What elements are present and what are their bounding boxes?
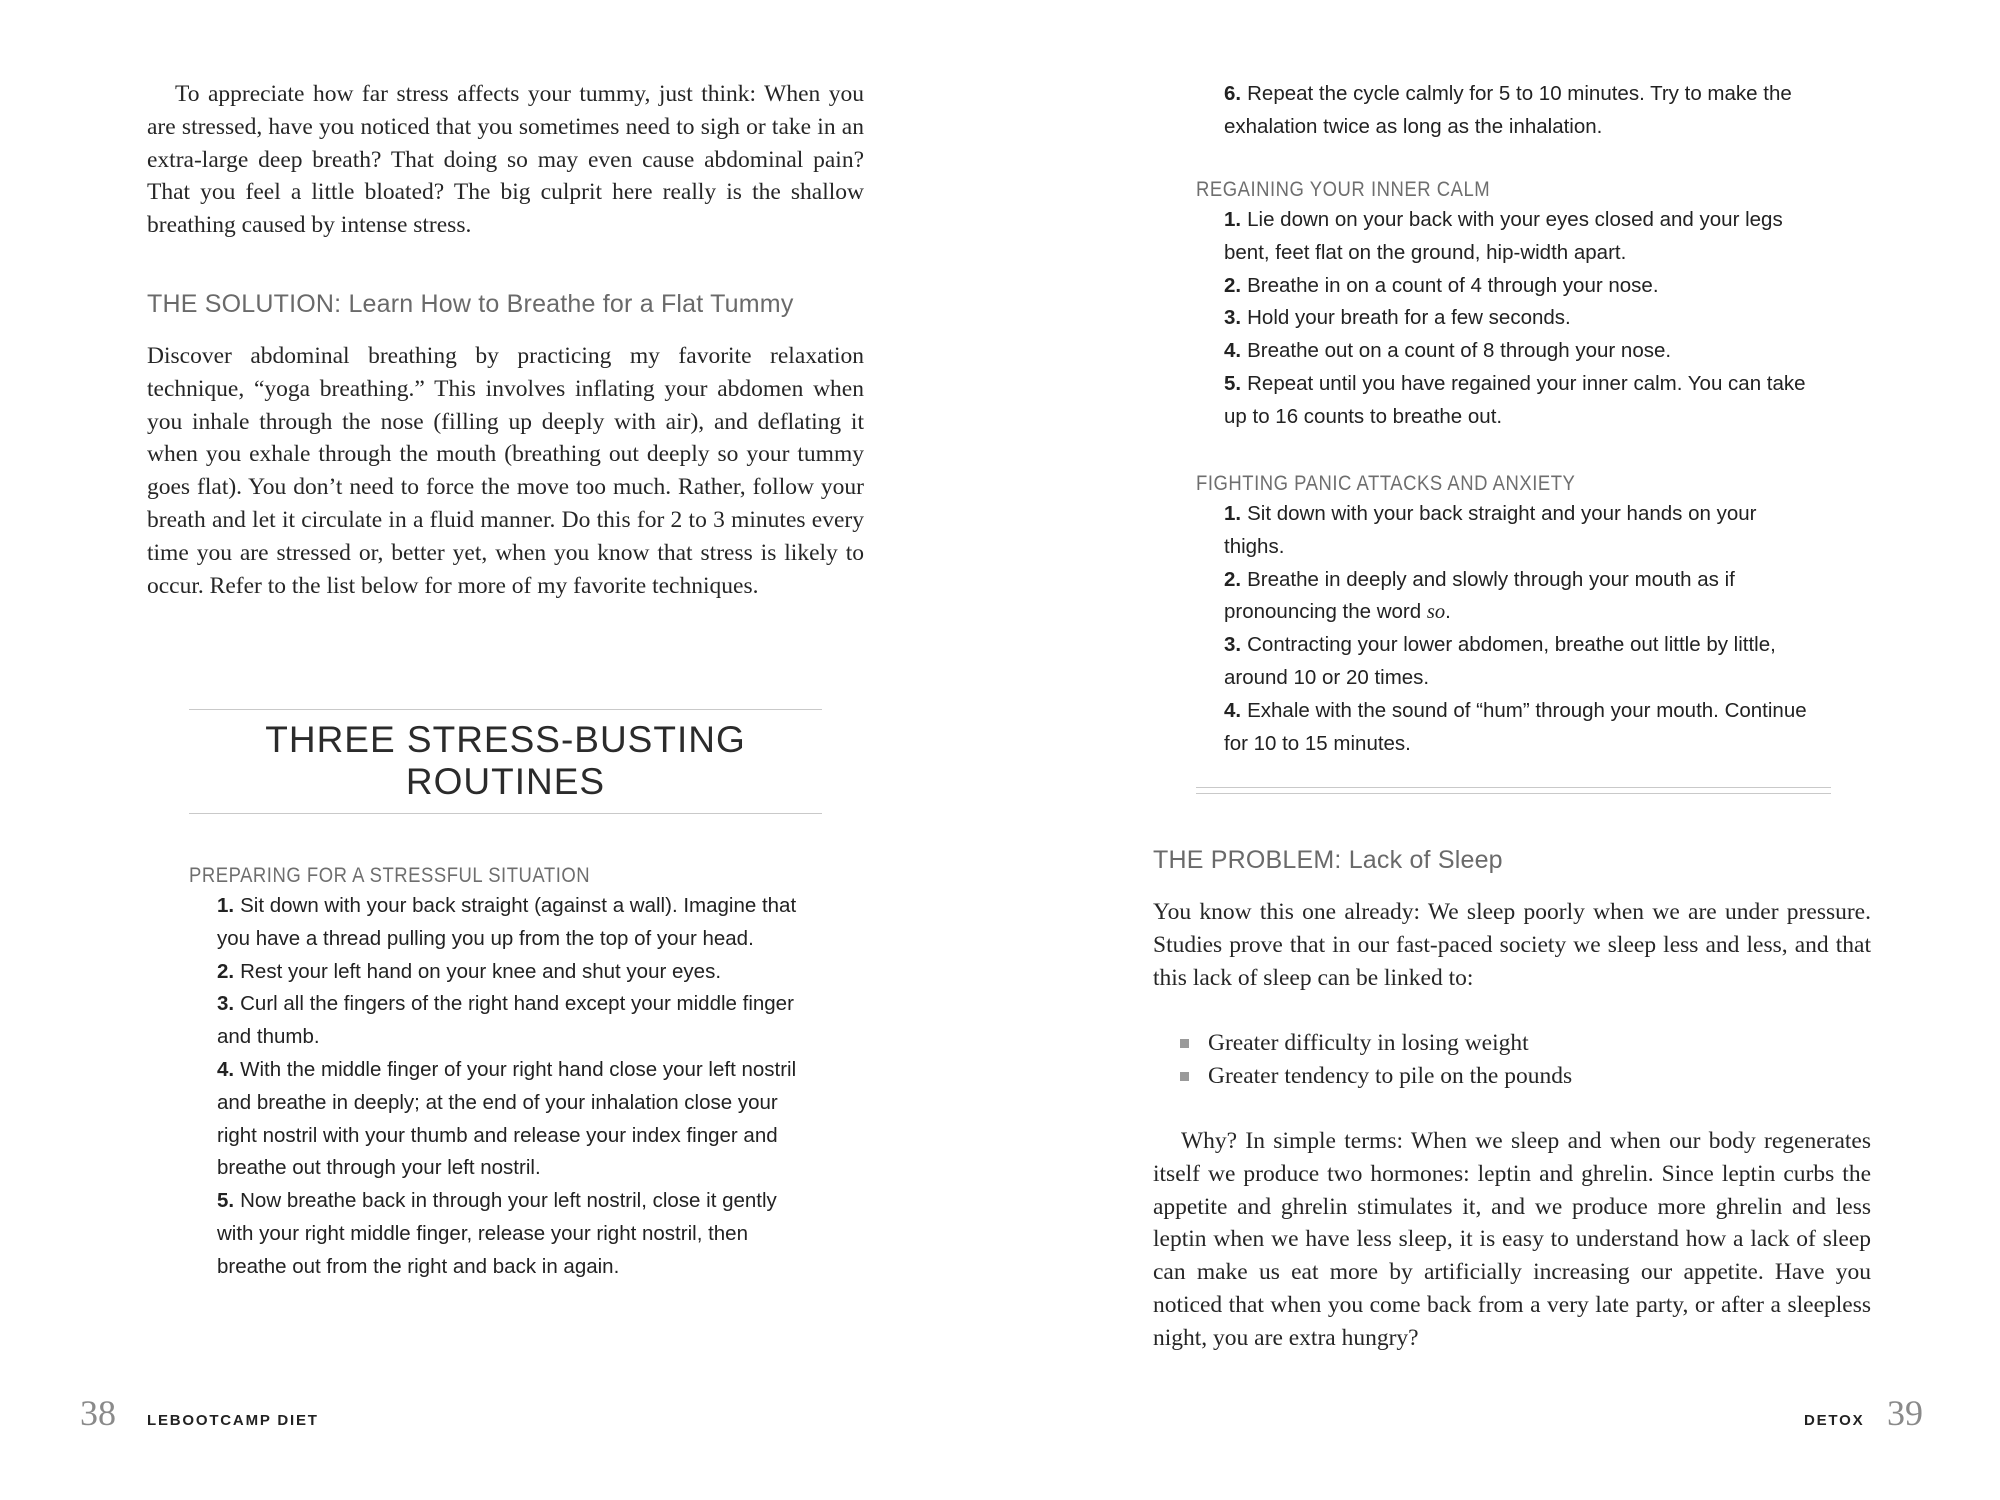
- step-text: With the middle finger of your right hand close your left nostril and breathe in deeply; at the end of your inhalation close your right nostril with your thumb and release your index finger and breathe out through your left nostril.: [217, 1057, 797, 1180]
- box-end-rule-2: [1196, 793, 1831, 794]
- step-item: [1224, 498, 1809, 564]
- step-item: [1224, 695, 1809, 761]
- step-item: [217, 1185, 797, 1283]
- step-number: 1.: [1224, 208, 1242, 231]
- box-title-line-2: ROUTINES: [405, 761, 606, 802]
- step-item: [217, 988, 797, 1054]
- problem-heading-text: Lack of Sleep: [1341, 846, 1503, 874]
- bullet-square-icon: [1180, 1072, 1189, 1081]
- step-text: Now breathe back in through your left nostril, close it gently with your right middle finger, release your right nostril, then breathe out from the right and back in again.: [217, 1189, 777, 1278]
- step-text: Hold your breath for a few seconds.: [1247, 306, 1571, 330]
- step-number: 1.: [1224, 502, 1242, 525]
- step-text: Sit down with your back straight and your hands on your thighs.: [1224, 502, 1757, 558]
- step-item: [217, 1054, 797, 1185]
- step-text: Contracting your lower abdomen, breathe out little by little, around 10 or 20 times.: [1224, 633, 1776, 689]
- step-item: [1224, 368, 1809, 434]
- box-title-line-1: THREE STRESS-BUSTING: [265, 719, 746, 760]
- bullet-text: Greater tendency to pile on the pounds: [1208, 1062, 1573, 1089]
- box-top-rule: [189, 709, 822, 710]
- step-number: 3.: [1224, 633, 1242, 657]
- solution-paragraph: Discover abdominal breathing by practicing my favorite relaxation technique, “yoga breathing.” This involves inflating your abdomen when you inhale through the nose (filling up deeply with air), and deflating it when you exhale through the mouth (breathing out deeply so your tummy goes flat). You don’t need to force the move too much. Rather, follow your breath and let it circulate in a fluid manner. Do this for 2 to 3 minutes every time you are stressed or, better yet, when you know that stress is likely to occur. Refer to the list below for more of my favorite techniques.: [147, 343, 864, 599]
- running-head-left: LEBOOTCAMP DIET: [147, 1412, 319, 1429]
- solution-heading-text: Learn How to Breathe for a Flat Tummy: [341, 290, 794, 318]
- step-text: Sit down with your back straight (against a wall). Imagine that you have a thread pulling you up from the top of your head.: [217, 894, 797, 950]
- routine-3: [1196, 472, 1816, 760]
- page-number-right: 39: [1887, 1393, 1923, 1433]
- routine-1: [189, 864, 809, 1284]
- box-end-rule-1: [1196, 787, 1831, 788]
- step-number: 4.: [217, 1057, 235, 1081]
- step-text: Exhale with the sound of “hum” through your mouth. Continue for 10 to 15 minutes.: [1224, 698, 1807, 755]
- problem-heading-prefix: THE PROBLEM:: [1153, 846, 1342, 874]
- routine-2-title: REGAINING YOUR INNER CALM: [1196, 178, 1491, 201]
- step-text: Breathe in deeply and slowly through your mouth as if pronouncing the word: [1224, 567, 1735, 624]
- step-text: Breathe in on a count of 4 through your nose.: [1247, 273, 1659, 297]
- step-item: [1224, 78, 1804, 144]
- box-title: [189, 719, 822, 803]
- right-page: [1000, 0, 2000, 1500]
- step-item: [1224, 270, 1809, 303]
- why-paragraph: Why? In simple terms: When we sleep and when our body regenerates itself we produce two hormones: leptin and ghrelin. Since leptin curbs the appetite and ghrelin stimulates it, and we produce more ghrelin and less leptin when we have less sleep, it is easy to understand how a lack of sleep can make us eat more by artificially increasing our appetite. Have you noticed that when you come back from a very late party, or after a sleepless night, you are extra hungry?: [1153, 1128, 1871, 1351]
- routine-1-title: PREPARING FOR A STRESSFUL SITUATION: [189, 864, 591, 887]
- step-text: Repeat until you have regained your inner calm. You can take up to 16 counts to breathe out.: [1224, 371, 1806, 428]
- page-number-left: 38: [80, 1393, 116, 1433]
- step-item: [1224, 204, 1809, 270]
- running-head-right: DETOX: [1804, 1412, 1865, 1429]
- bullet-square-icon: [1180, 1039, 1189, 1048]
- solution-heading: [147, 290, 907, 319]
- step-text: Curl all the fingers of the right hand except your middle finger and thumb.: [217, 992, 794, 1049]
- routine-1-steps-continued: [1224, 78, 1804, 144]
- step-number: 4.: [1224, 339, 1242, 363]
- solution-heading-prefix: THE SOLUTION:: [147, 290, 342, 318]
- routine-1-steps: [217, 890, 797, 1284]
- step-number: 5.: [217, 1189, 235, 1213]
- step-number: 2.: [1224, 567, 1242, 591]
- step-item: [1224, 302, 1809, 335]
- step-number: 2.: [217, 959, 235, 983]
- step-number: 5.: [1224, 371, 1242, 395]
- step-number: 3.: [1224, 306, 1242, 330]
- step-number: 4.: [1224, 698, 1242, 722]
- step-text: Lie down on your back with your eyes closed and your legs bent, feet flat on the ground, hip-width apart.: [1224, 208, 1783, 264]
- step-item: [217, 890, 797, 956]
- step-number: 2.: [1224, 273, 1242, 297]
- step-number: 1.: [217, 894, 235, 917]
- routine-2-steps: [1224, 204, 1809, 434]
- step-item: [1224, 335, 1809, 368]
- step-text: Repeat the cycle calmly for 5 to 10 minutes. Try to make the exhalation twice as long as the inhalation.: [1224, 82, 1792, 138]
- step-number: 6.: [1224, 82, 1242, 105]
- problem-paragraph: You know this one already: We sleep poorly when we are under pressure. Studies prove that in our fast-paced society we sleep less and less, and that this lack of sleep can be linked to:: [1153, 899, 1871, 991]
- intro-paragraph: To appreciate how far stress affects your tummy, just think: When you are stressed, have you noticed that you sometimes need to sigh or take in an extra-large deep breath? That doing so may even cause abdominal pain? That you feel a little bloated? The big culprit here really is the shallow breathing caused by intense stress.: [147, 81, 864, 239]
- emphasized-word: so: [1426, 601, 1446, 624]
- routine-3-steps: [1224, 498, 1809, 760]
- list-item: [1180, 1027, 1870, 1060]
- step-text: Breathe out on a count of 8 through your nose.: [1247, 339, 1672, 363]
- step-item: [1224, 564, 1809, 630]
- routine-2: [1196, 178, 1816, 434]
- problem-heading: [1153, 846, 1913, 875]
- bullet-text: Greater difficulty in losing weight: [1208, 1030, 1529, 1056]
- step-text: Rest your left hand on your knee and shut your eyes.: [240, 959, 722, 983]
- routine-3-title: FIGHTING PANIC ATTACKS AND ANXIETY: [1196, 472, 1576, 495]
- step-item: [217, 956, 797, 989]
- step-number: 3.: [217, 992, 235, 1016]
- problem-bullets: [1180, 1027, 1870, 1093]
- box-bottom-rule: [189, 813, 822, 814]
- step-text-end: .: [1445, 600, 1451, 624]
- step-item: [1224, 629, 1809, 695]
- list-item: [1180, 1060, 1870, 1093]
